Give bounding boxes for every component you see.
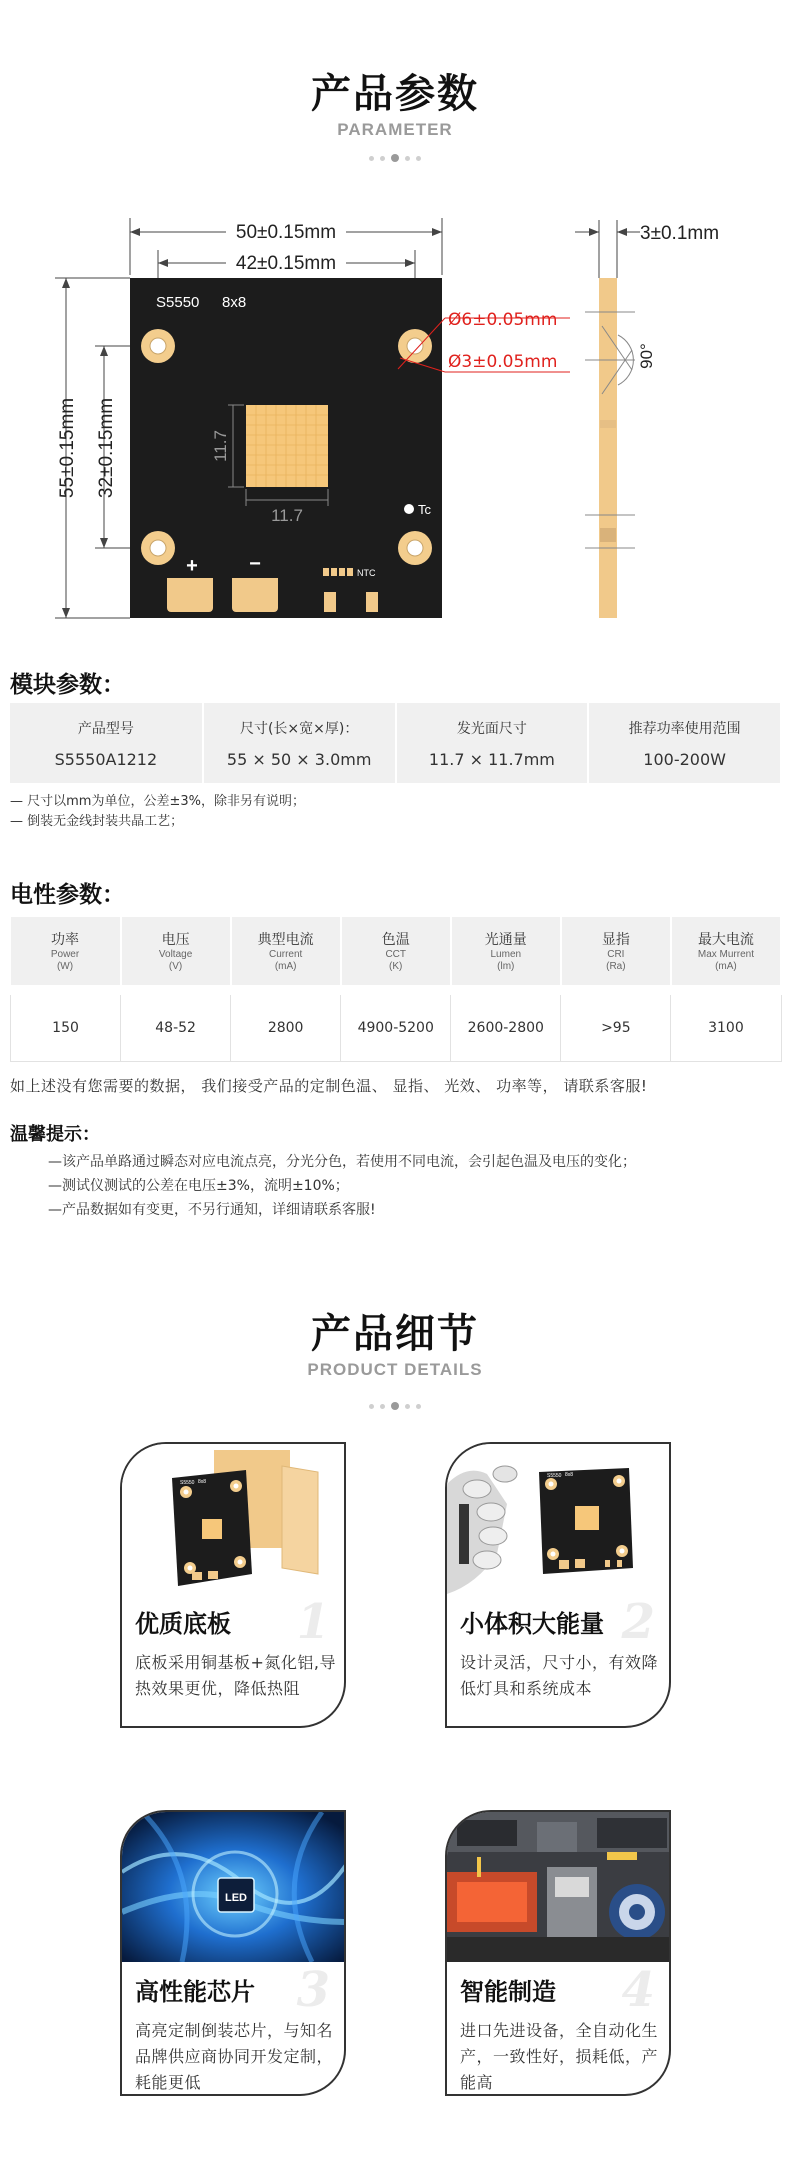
mini-array-label: 8x8 [565,1472,574,1478]
detail-card-2 [445,1442,671,1728]
detail-card-4 [445,1810,671,2096]
tips-title: 温馨提示： [10,1124,100,1145]
elec-value-cct: 4900-5200 [341,995,451,1061]
angle-label: 90° [637,343,656,369]
card-description: 底板采用铜基板+氮化铝,导热效果更优，降低热阻 [135,1653,336,1698]
detail-card-3 [120,1810,346,2096]
dimension-drawing [0,210,790,630]
elec-value-lumen: 2600-2800 [451,995,561,1061]
mini-array-label: 8x8 [198,1479,207,1485]
section-subtitle: PRODUCT DETAILS [307,1360,483,1379]
card-description: 高亮定制倒装芯片，与知名品牌供应商协同开发定制，耗能更低 [135,2021,334,2092]
thickness-dim: 3±0.1mm [640,223,720,244]
dim-width-outer: 50±0.15mm [235,222,337,243]
module-cell-model: 产品型号 S5550A1212 [10,703,203,783]
pad-minus [232,578,278,612]
hole-outer-dim: Ø6±0.05mm [448,310,558,330]
section-dots [0,154,790,162]
elec-header-cct: 色温 CCT (K) [341,917,451,985]
module-cell-size: 尺寸(长×宽×厚)： 55 × 50 × 3.0mm [203,703,396,783]
ntc-label: NTC [357,568,376,578]
detail-card-1 [120,1442,346,1728]
custom-prompt: 如上述没有您需要的数据， 我们接受产品的定制色温、 显指、 光效、 功率等， 请联系客服! [10,1077,648,1095]
chip-width-label: 11.7 [271,506,303,525]
card-description: 设计灵活，尺寸小，有效降低灯具和系统成本 [460,1653,659,1698]
dim-height-inner: 32±0.15mm [96,397,117,499]
card-number: 3 [296,1962,330,2018]
module-cell-emit-area: 发光面尺寸 11.7 × 11.7mm [396,703,589,783]
tips-list [48,1150,636,1222]
elec-value-current: 2800 [231,995,341,1061]
elec-header-current: 典型电流 Current (mA) [231,917,341,985]
tip-item: —该产品单路通过瞬态对应电流点亮，分光分色，若使用不同电流，会引起色温及电压的变化； [48,1154,636,1170]
card-image-chip [122,1812,346,1962]
elec-value-max-current: 3100 [671,995,781,1061]
elec-value-power: 150 [11,995,121,1061]
tip-item: —测试仪测试的公差在电压±3%，流明±10%； [48,1178,349,1194]
module-note-1: — 尺寸以mm为单位，公差±3%，除非另有说明； [10,794,305,809]
pad-plus [167,578,213,612]
elec-value-cri: >95 [561,995,671,1061]
elec-header-voltage: 电压 Voltage (V) [121,917,231,985]
ntc-pad-1 [324,592,336,612]
card-title: 优质底板 [135,1610,231,1638]
minus-label: − [249,553,261,575]
tc-label: Tc [418,502,431,517]
section-subtitle: PARAMETER [337,120,453,139]
ntc-pad-2 [366,592,378,612]
card-title: 高性能芯片 [135,1978,255,2006]
card-number: 2 [621,1594,655,1650]
section-parameter-header [0,70,790,162]
module-cell-power-range: 推荐功率使用范围 100-200W [588,703,781,783]
module-title: 模块参数： [10,672,125,698]
elec-header-power: 功率 Power (W) [11,917,121,985]
dim-width-inner: 42±0.15mm [235,253,337,274]
side-profile [599,278,617,618]
card-image-board [122,1444,346,1594]
section-details-header [0,1310,790,1410]
card-image-factory [447,1812,671,1962]
elec-header-cri: 显指 CRI (Ra) [561,917,671,985]
plus-label: + [186,555,198,577]
board-model-label: S5550 [156,294,200,311]
tc-point [404,504,414,514]
elec-header-max-current: 最大电流 Max Murrent (mA) [671,917,781,985]
chip-led-label: LED [225,1892,247,1904]
table-row [11,995,782,1061]
board-array-label: 8x8 [222,294,247,311]
card-description: 进口先进设备，全自动化生产，一致性好，损耗低，产能高 [460,2021,659,2092]
electrical-title: 电性参数： [10,882,125,908]
hole-inner-dim: Ø3±0.05mm [448,352,558,372]
elec-value-voltage: 48-52 [121,995,231,1061]
tip-item: —产品数据如有变更，不另行通知，详细请联系客服! [48,1202,376,1218]
mini-model-label: S5550 [547,1473,562,1479]
module-table [10,703,782,783]
dim-height-outer: 55±0.15mm [57,397,78,499]
electrical-table [10,917,782,1062]
module-notes [10,792,305,832]
card-title: 小体积大能量 [460,1610,604,1638]
card-image-robot-hand [447,1444,671,1594]
card-number: 4 [621,1962,655,2018]
section-dots [0,1402,790,1410]
mini-model-label: S5550 [180,1480,195,1486]
section-title: 产品参数 [311,71,479,117]
chip-height-label: 11.7 [211,430,230,462]
module-note-2: — 倒装无金线封装共晶工艺； [10,814,184,829]
elec-header-lumen: 光通量 Lumen (lm) [451,917,561,985]
card-number: 1 [296,1594,330,1650]
section-title: 产品细节 [311,1311,479,1357]
card-title: 智能制造 [460,1978,556,2006]
